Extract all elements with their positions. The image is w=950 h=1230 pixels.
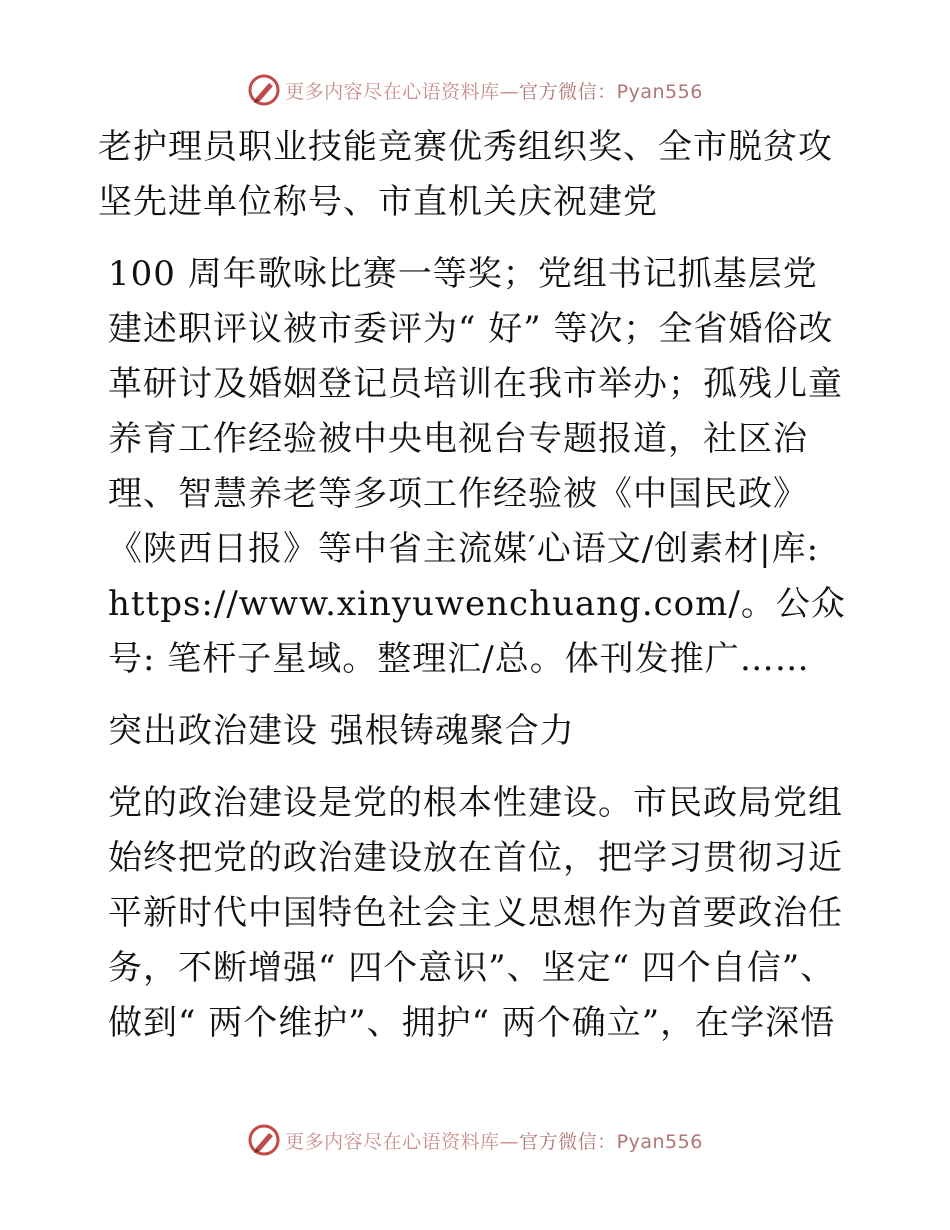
watermark-text: 更多内容尽在心语资料库—官方微信：Pyan556 [285, 1130, 703, 1153]
footer-watermark [0, 1120, 950, 1160]
paragraph: 老护理员职业技能竞赛优秀组织奖、全市脱贫攻坚先进单位称号、市直机关庆祝建党 [98, 127, 833, 222]
paragraph: 100 周年歌咏比赛一等奖；党组书记抓基层党建述职评议被市委评为“ 好” 等次；全省婚俗改革研讨及婚姻登记员培训在我市举办；孤残儿童养育工作经验被中央电视台专题报道，社区治理、智慧养老等多项工作经验被《中国民政》 《陕西日报》等中省主流媒′心语文/创素材|库: https://www.xinyuwenchuang.com/。公众号: 笔杆子星域。整理汇/总。体刊发推广…… [108, 254, 846, 679]
pen-logo-icon [247, 73, 281, 107]
document-body [98, 120, 850, 1068]
header-watermark [0, 70, 950, 110]
watermark-text: 更多内容尽在心语资料库—官方微信：Pyan556 [285, 80, 703, 103]
section-heading: 突出政治建设 强根铸魂聚合力 [108, 711, 575, 751]
paragraph: 党的政治建设是党的根本性建设。市民政局党组始终把党的政治建设放在首位，把学习贯彻习近平新时代中国特色社会主义思想作为首要政治任务，不断增强“ 四个意识”、坚定“ 四个自信”、做到“ 两个维护”、拥护“ 两个确立”，在学深悟 [108, 783, 843, 1043]
pen-logo-icon [247, 1123, 281, 1157]
